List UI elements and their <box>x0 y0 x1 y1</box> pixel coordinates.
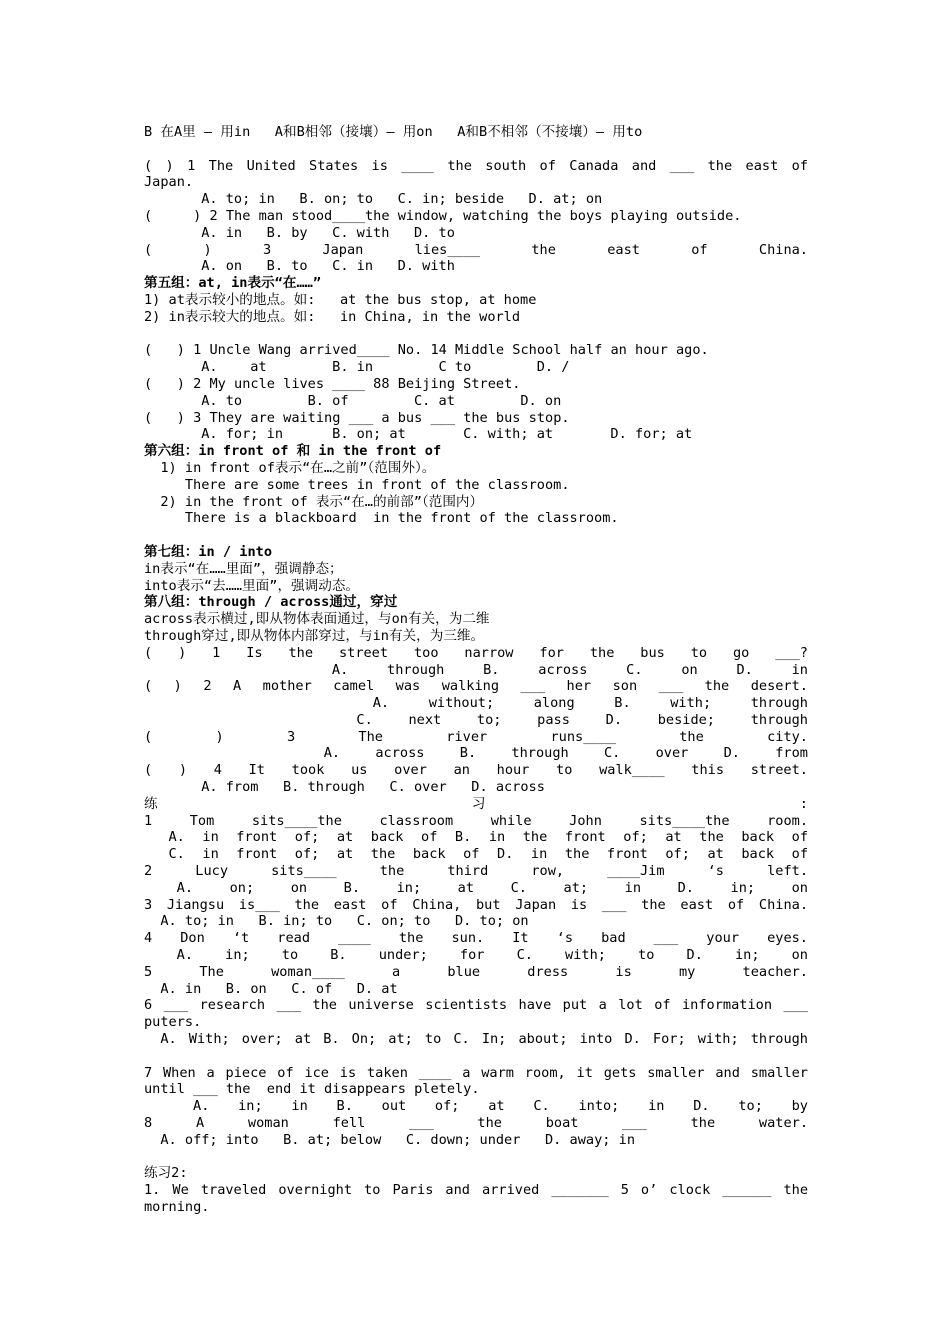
text-line: A. With; over; at B. On; at; to C. In; about; into D. For; with; through <box>160 1031 808 1048</box>
text-line: ( ) 3 The river runs____ the city. <box>144 728 808 745</box>
document-page <box>144 124 808 1216</box>
text-line: A. without; along B. with; through <box>372 695 808 712</box>
text-line: B 在A里 — 用in A和B相邻（接壤）— 用on A和B不相邻（不接壤）— 用to <box>144 124 643 140</box>
text-line: C. in front of; at the back of D. in the front of; at back of <box>168 846 808 863</box>
text-line: 1. We traveled overnight to Paris and arrived _______ 5 o’ clock ______ the <box>144 1182 808 1199</box>
text-line: A. on; on B. in; at C. at; in D. in; on <box>176 879 808 896</box>
blank-line <box>144 527 808 544</box>
text-line: ( ) 1 Uncle Wang arrived____ No. 14 Middle School half an hour ago. <box>144 342 709 359</box>
text-line: A. in front of; at back of B. in the front of; at the back of <box>168 829 808 846</box>
text-line: There is a blackboard in the front of the classroom. <box>184 510 619 527</box>
text-line: A. through B. across C. on D. in <box>331 661 808 678</box>
text-line: 练习2: <box>144 1165 188 1182</box>
text-line: 7 When a piece of ice is taken ____ a warm room, it gets smaller and smaller <box>144 1064 808 1081</box>
text-line: into表示“去……里面”，强调动态。 <box>144 577 360 594</box>
text-line: ( ) 2 A mother camel was walking ___ her son ___ the desert. <box>144 678 808 695</box>
text-line: C. next to; pass D. beside; through <box>356 711 808 728</box>
text-line: 1) in front of表示“在…之前”（范围外）。 <box>160 459 436 476</box>
text-line: A. on B. to C. in D. with <box>201 258 455 275</box>
text-line: across表示横过,即从物体表面通过，与on有关，为二维 <box>144 611 490 628</box>
text-line: 2) in表示较大的地点。如: in China, in the world <box>144 308 521 325</box>
text-line: A. in; to B. under; for C. with; to D. in; on <box>176 947 808 964</box>
text-line: ( ) 1 The United States is ____ the south of Canada and ___ the east of <box>144 157 808 174</box>
text-line: A. to; in B. in; to C. on; to D. to; on <box>160 913 529 930</box>
text-line: puters. <box>144 1014 202 1031</box>
text-line: 3 Jiangsu is___ the east of China, but Japan is ___ the east of China. <box>144 896 808 913</box>
text-line: 1) at表示较小的地点。如: at the bus stop, at home <box>144 291 537 308</box>
text-line: 4 Don ‘t read ____ the sun. It ‘s bad ___ your eyes. <box>144 930 808 947</box>
text-line: A. to B. of C. at D. on <box>201 392 562 409</box>
text-line: 2) in the front of 表示“在…的前部”（范围内） <box>160 493 484 510</box>
text-line: ( ) 3 They are waiting ___ a bus ___ the bus stop. <box>144 409 570 426</box>
text-line: ( ) 3 Japan lies____ the east of China. <box>144 241 808 258</box>
text-line: ( ) 4 It took us over an hour to walk____ this street. <box>144 762 808 779</box>
blank-line <box>144 1149 808 1166</box>
text-line: ( ) 2 The man stood____the window, watching the boys playing outside. <box>144 207 742 224</box>
text-line: A. from B. through C. over D. across <box>201 779 545 796</box>
text-line: morning. <box>144 1199 210 1215</box>
section-heading: 第五组：at, in表示“在……” <box>144 275 321 292</box>
text-line: 2 Lucy sits____ the third row, ____Jim ‘s left. <box>144 863 808 880</box>
text-line: A. in B. on C. of D. at <box>160 980 398 997</box>
text-line: ( ) 2 My uncle lives ____ 88 Beijing Street. <box>144 375 521 392</box>
text-line: A. in; in B. out of; at C. into; in D. to; by <box>193 1098 808 1115</box>
section-heading: 第八组：through / across通过，穿过 <box>144 594 398 611</box>
text-line: 1 Tom sits____the classroom while John sits____the room. <box>144 812 808 829</box>
text-line: A. to; in B. on; to C. in; beside D. at; on <box>201 191 603 208</box>
text-line: until ___ the end it disappears pletely. <box>144 1081 480 1098</box>
text-line: 8 A woman fell ___ the boat ___ the water. <box>144 1115 808 1132</box>
blank-line <box>144 141 808 158</box>
text-line: 练 习 : <box>144 795 808 812</box>
blank-line <box>144 1048 808 1065</box>
text-line: Japan. <box>144 174 194 191</box>
section-heading: 第七组：in / into <box>144 543 273 560</box>
text-line: A. in B. by C. with D. to <box>201 224 455 241</box>
text-line: A. at B. in C to D. / <box>201 359 570 376</box>
text-line: 5 The woman____ a blue dress is my teacher. <box>144 963 808 980</box>
text-line: 6 ___ research ___ the universe scientists have put a lot of information ___ <box>144 997 808 1014</box>
text-line: in表示“在……里面”，强调静态； <box>144 560 343 577</box>
section-heading: 第六组：in front of 和 in the front of <box>144 443 442 460</box>
blank-line <box>144 326 808 343</box>
text-line: There are some trees in front of the classroom. <box>184 476 570 493</box>
text-line: A. across B. through C. over D. from <box>323 745 808 762</box>
text-line: A. for; in B. on; at C. with; at D. for; at <box>201 426 693 443</box>
text-line: through穿过,即从物体内部穿过，与in有关，为三维。 <box>144 627 485 644</box>
text-line: ( ) 1 Is the street too narrow for the bus to go ___? <box>144 644 808 661</box>
text-line: A. off; into B. at; below C. down; under D. away; in <box>160 1131 636 1148</box>
